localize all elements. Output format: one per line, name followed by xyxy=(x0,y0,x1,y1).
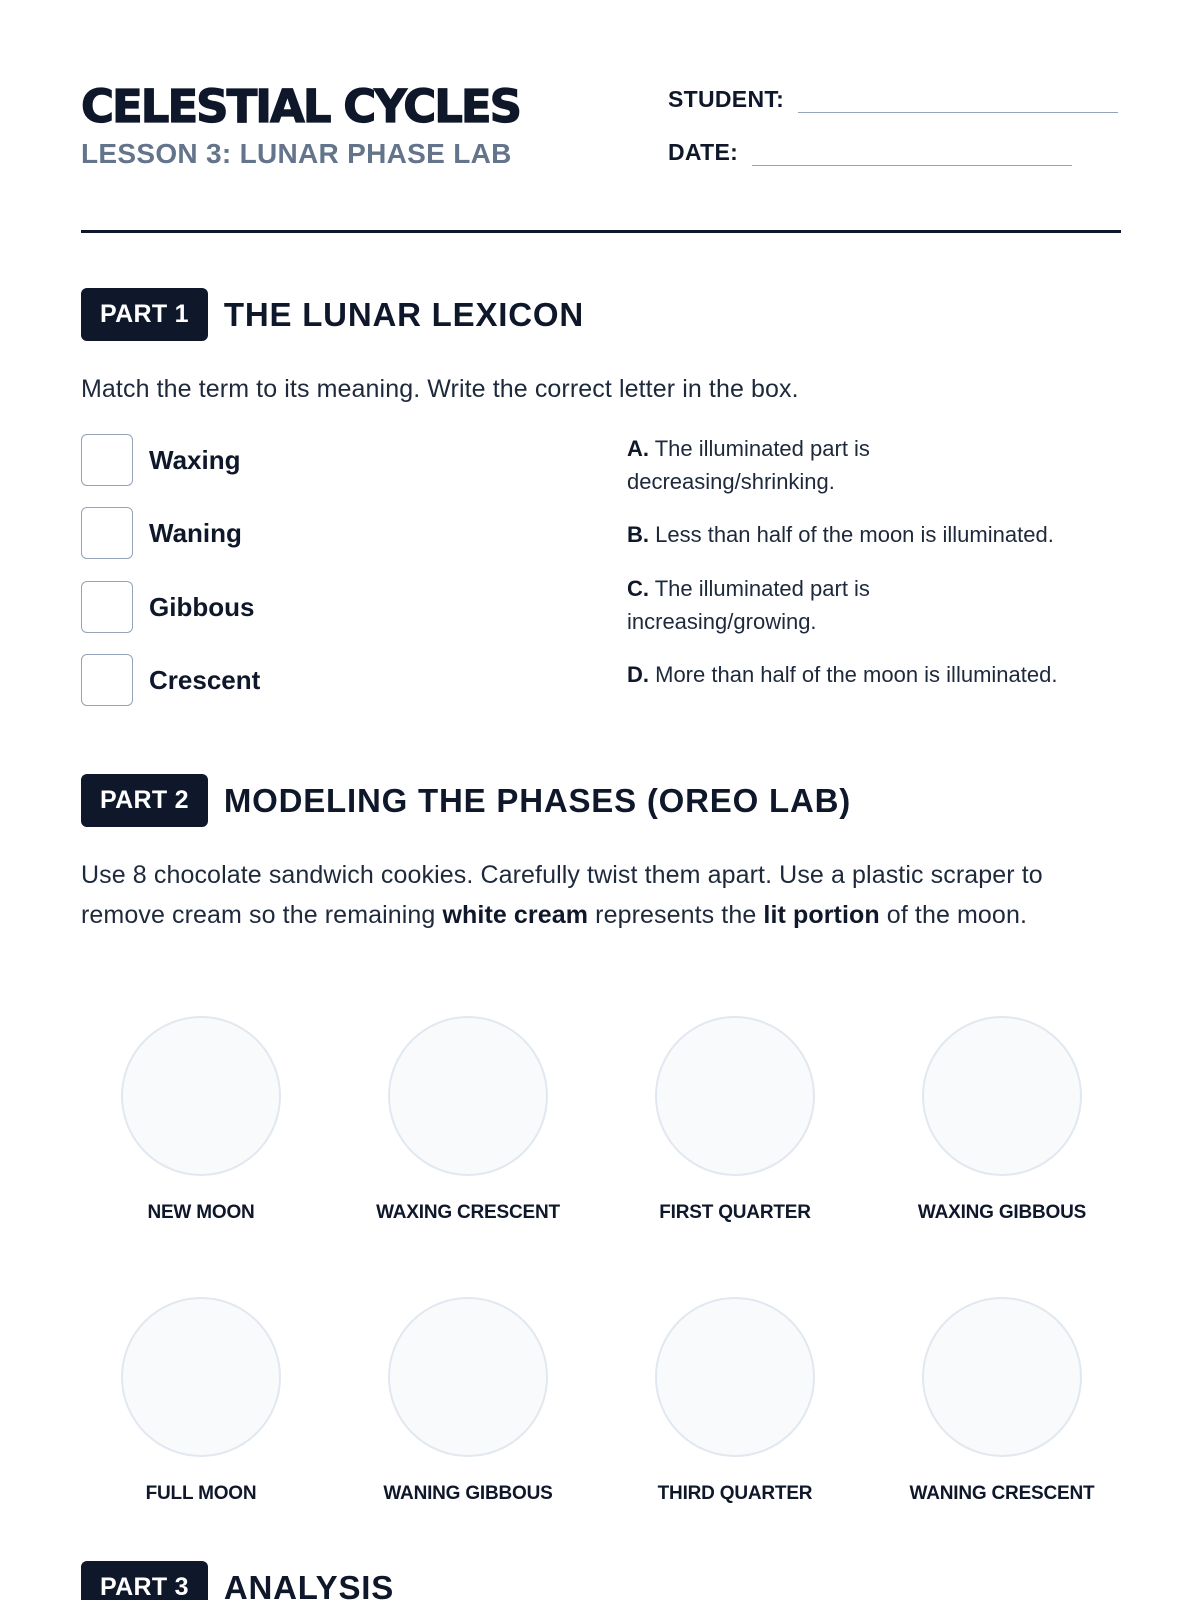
phase-label: WAXING CRESCENT xyxy=(376,1202,560,1223)
phase-label: THIRD QUARTER xyxy=(657,1483,813,1504)
date-field xyxy=(668,139,1072,166)
term-row xyxy=(81,434,240,486)
moon-placeholder-circle xyxy=(922,1297,1082,1457)
phase-cell xyxy=(348,1016,588,1224)
instructions-emphasis: lit portion xyxy=(763,901,880,929)
term-row xyxy=(81,654,260,706)
moon-placeholder-circle xyxy=(121,1016,281,1176)
moon-placeholder-circle xyxy=(655,1297,815,1457)
part3-badge: PART 3 xyxy=(81,1561,208,1600)
definition-text: Less than half of the moon is illuminated. xyxy=(655,522,1054,547)
definition-letter: C. xyxy=(627,576,649,601)
answer-box[interactable] xyxy=(81,507,133,559)
part1-instructions: Match the term to its meaning. Write the correct letter in the box. xyxy=(81,375,799,403)
phase-cell xyxy=(81,1016,321,1224)
instructions-emphasis: white cream xyxy=(442,901,589,929)
student-label: STUDENT: xyxy=(668,86,785,112)
phase-label: WANING CRESCENT xyxy=(909,1483,1095,1504)
definition-letter: B. xyxy=(627,522,649,547)
term-label: Waxing xyxy=(149,444,241,475)
part2-title: MODELING THE PHASES (OREO LAB) xyxy=(223,781,852,819)
part3-heading xyxy=(81,1561,394,1600)
phase-cell xyxy=(81,1297,321,1505)
moon-placeholder-circle xyxy=(388,1016,548,1176)
phase-cell xyxy=(615,1016,855,1224)
phase-label: FULL MOON xyxy=(145,1483,257,1504)
phase-cell xyxy=(882,1016,1122,1224)
student-field xyxy=(668,86,1118,113)
term-label: Gibbous xyxy=(149,591,255,622)
date-line[interactable] xyxy=(752,144,1072,166)
instructions-text: of the moon. xyxy=(879,901,1027,929)
lesson-subtitle: LESSON 3: LUNAR PHASE LAB xyxy=(81,138,512,169)
student-name-line[interactable] xyxy=(798,91,1118,113)
definition-text: The illuminated part is increasing/growing. xyxy=(627,576,870,634)
term-row xyxy=(81,507,242,559)
answer-box[interactable] xyxy=(81,434,133,486)
part2-badge: PART 2 xyxy=(81,774,208,827)
answer-box[interactable] xyxy=(81,654,133,706)
worksheet-header xyxy=(81,0,1121,234)
definition-item xyxy=(627,518,1127,551)
moon-placeholder-circle xyxy=(388,1297,548,1457)
worksheet-title: CELESTIAL CYCLES xyxy=(81,80,521,133)
part1-heading xyxy=(81,288,584,341)
definition-letter: A. xyxy=(627,436,649,461)
definition-item xyxy=(627,572,927,638)
phase-cell xyxy=(615,1297,855,1505)
moon-placeholder-circle xyxy=(922,1016,1082,1176)
phase-cell xyxy=(882,1297,1122,1505)
term-label: Waning xyxy=(149,517,242,548)
definition-letter: D. xyxy=(627,662,649,687)
part2-heading xyxy=(81,774,851,827)
moon-placeholder-circle xyxy=(655,1016,815,1176)
phase-label: NEW MOON xyxy=(147,1202,255,1223)
part1-title: THE LUNAR LEXICON xyxy=(223,295,584,333)
definition-item xyxy=(627,658,1127,691)
moon-placeholder-circle xyxy=(121,1297,281,1457)
part1-badge: PART 1 xyxy=(81,288,208,341)
phase-cell xyxy=(348,1297,588,1505)
part2-instructions xyxy=(81,855,1121,935)
definition-item xyxy=(627,432,927,498)
date-label: DATE: xyxy=(668,139,739,165)
term-row xyxy=(81,581,254,633)
phase-label: WANING GIBBOUS xyxy=(383,1483,553,1504)
instructions-text: Use 8 chocolate sandwich cookies. Carefully twist them apart. Use a plastic scraper to remove cream so the remaining xyxy=(81,861,1043,929)
definition-text: The illuminated part is decreasing/shrinking. xyxy=(627,436,870,494)
instructions-text: represents the xyxy=(588,901,764,929)
phase-label: WAXING GIBBOUS xyxy=(917,1202,1087,1223)
phase-label: FIRST QUARTER xyxy=(659,1202,811,1223)
header-divider xyxy=(81,230,1121,233)
term-label: Crescent xyxy=(149,664,261,695)
part3-title: ANALYSIS xyxy=(223,1568,395,1600)
answer-box[interactable] xyxy=(81,581,133,633)
definition-text: More than half of the moon is illuminated. xyxy=(655,662,1058,687)
